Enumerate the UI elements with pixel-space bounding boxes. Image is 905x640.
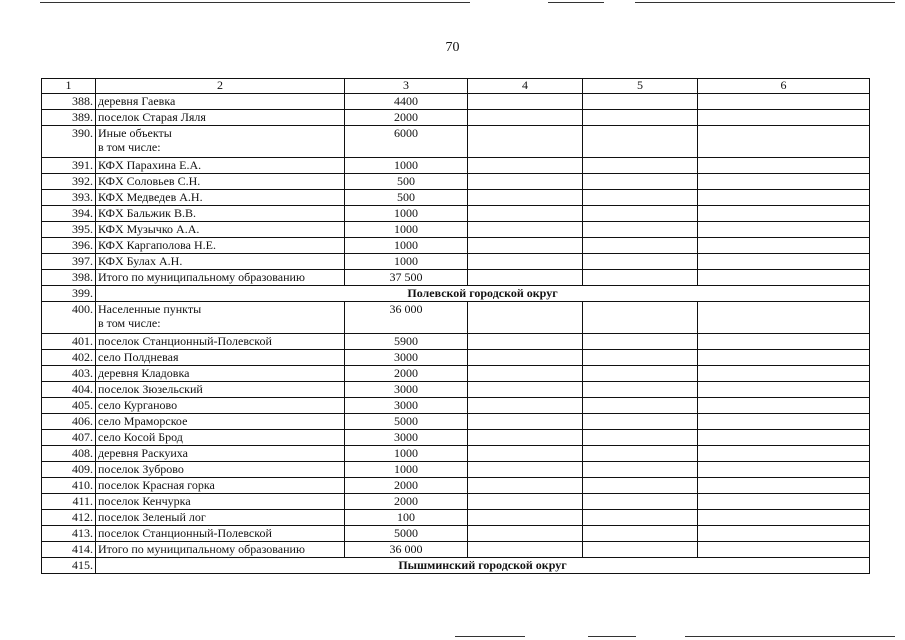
empty-cell — [468, 270, 583, 286]
row-name: поселок Красная горка — [96, 478, 345, 494]
scan-artifact-bottom-right — [685, 636, 895, 637]
row-number: 407. — [42, 430, 96, 446]
row-number: 403. — [42, 366, 96, 382]
row-number: 414. — [42, 542, 96, 558]
empty-cell — [468, 190, 583, 206]
row-number: 399. — [42, 286, 96, 302]
row-name: Итого по муниципальному образованию — [96, 270, 345, 286]
empty-cell — [698, 398, 870, 414]
scan-artifact-bottom-left — [455, 636, 525, 637]
table-row — [42, 510, 870, 526]
row-value: 5900 — [345, 334, 468, 350]
table-row — [42, 110, 870, 126]
empty-cell — [583, 254, 698, 270]
row-name-subline: в том числе: — [98, 316, 161, 330]
empty-cell — [468, 494, 583, 510]
empty-cell — [583, 510, 698, 526]
empty-cell — [468, 478, 583, 494]
empty-cell — [583, 462, 698, 478]
row-value: 36 000 — [345, 542, 468, 558]
section-title: Полевской городской округ — [96, 286, 870, 302]
table-row — [42, 462, 870, 478]
empty-cell — [698, 110, 870, 126]
row-name-line: Иные объекты — [98, 126, 172, 140]
table-row — [42, 222, 870, 238]
row-number: 388. — [42, 94, 96, 110]
empty-cell — [468, 350, 583, 366]
table-row — [42, 238, 870, 254]
table-row — [42, 414, 870, 430]
empty-cell — [468, 510, 583, 526]
row-value: 1000 — [345, 238, 468, 254]
empty-cell — [468, 126, 583, 158]
empty-cell — [583, 350, 698, 366]
row-value: 37 500 — [345, 270, 468, 286]
empty-cell — [698, 478, 870, 494]
row-number: 392. — [42, 174, 96, 190]
row-value: 3000 — [345, 382, 468, 398]
row-value: 3000 — [345, 350, 468, 366]
row-name: КФХ Булах А.Н. — [96, 254, 345, 270]
row-number: 411. — [42, 494, 96, 510]
table-row — [42, 174, 870, 190]
row-name: поселок Кенчурка — [96, 494, 345, 510]
empty-cell — [698, 254, 870, 270]
section-header-row — [42, 286, 870, 302]
empty-cell — [698, 174, 870, 190]
row-number: 410. — [42, 478, 96, 494]
row-name: КФХ Каргаполова Н.Е. — [96, 238, 345, 254]
row-number: 408. — [42, 446, 96, 462]
data-table — [41, 78, 870, 574]
row-number: 396. — [42, 238, 96, 254]
table-row — [42, 270, 870, 286]
row-number: 405. — [42, 398, 96, 414]
empty-cell — [698, 494, 870, 510]
empty-cell — [698, 446, 870, 462]
empty-cell — [583, 270, 698, 286]
empty-cell — [468, 110, 583, 126]
empty-cell — [583, 126, 698, 158]
row-name-line: Населенные пункты — [98, 302, 202, 316]
empty-cell — [698, 526, 870, 542]
row-number: 397. — [42, 254, 96, 270]
empty-cell — [698, 126, 870, 158]
row-number: 404. — [42, 382, 96, 398]
empty-cell — [698, 430, 870, 446]
empty-cell — [583, 478, 698, 494]
empty-cell — [583, 446, 698, 462]
empty-cell — [698, 350, 870, 366]
empty-cell — [583, 110, 698, 126]
row-number: 394. — [42, 206, 96, 222]
row-number: 406. — [42, 414, 96, 430]
row-name: деревня Раскуиха — [96, 446, 345, 462]
empty-cell — [583, 494, 698, 510]
empty-cell — [583, 382, 698, 398]
row-value: 100 — [345, 510, 468, 526]
empty-cell — [468, 302, 583, 334]
row-name: КФХ Бальжик В.В. — [96, 206, 345, 222]
section-header-row — [42, 558, 870, 574]
row-name: поселок Станционный-Полевской — [96, 526, 345, 542]
empty-cell — [698, 366, 870, 382]
empty-cell — [583, 366, 698, 382]
row-value: 1000 — [345, 206, 468, 222]
empty-cell — [698, 334, 870, 350]
row-name: деревня Кладовка — [96, 366, 345, 382]
table-row — [42, 382, 870, 398]
empty-cell — [698, 270, 870, 286]
empty-cell — [583, 190, 698, 206]
row-name: поселок Старая Ляля — [96, 110, 345, 126]
row-name: КФХ Парахина Е.А. — [96, 158, 345, 174]
empty-cell — [698, 190, 870, 206]
row-name: село Курганово — [96, 398, 345, 414]
row-value: 4400 — [345, 94, 468, 110]
table-row — [42, 350, 870, 366]
empty-cell — [583, 302, 698, 334]
empty-cell — [468, 174, 583, 190]
empty-cell — [468, 446, 583, 462]
row-number: 390. — [42, 126, 96, 158]
empty-cell — [583, 334, 698, 350]
row-number: 393. — [42, 190, 96, 206]
row-number: 402. — [42, 350, 96, 366]
empty-cell — [698, 302, 870, 334]
row-name: КФХ Медведев А.Н. — [96, 190, 345, 206]
row-name: село Косой Брод — [96, 430, 345, 446]
row-value: 5000 — [345, 526, 468, 542]
row-value: 2000 — [345, 494, 468, 510]
row-value: 2000 — [345, 366, 468, 382]
table-row — [42, 302, 870, 334]
table-row — [42, 430, 870, 446]
row-name: КФХ Соловьев С.Н. — [96, 174, 345, 190]
row-name: деревня Гаевка — [96, 94, 345, 110]
row-number: 391. — [42, 158, 96, 174]
empty-cell — [698, 206, 870, 222]
row-name: поселок Зеленый лог — [96, 510, 345, 526]
section-title: Пышминский городской округ — [96, 558, 870, 574]
row-name: село Мраморское — [96, 414, 345, 430]
column-header: 5 — [583, 79, 698, 94]
empty-cell — [698, 222, 870, 238]
empty-cell — [468, 366, 583, 382]
column-header: 2 — [96, 79, 345, 94]
table-row — [42, 446, 870, 462]
column-header: 6 — [698, 79, 870, 94]
row-name — [96, 302, 345, 334]
empty-cell — [583, 542, 698, 558]
empty-cell — [468, 334, 583, 350]
table-row — [42, 494, 870, 510]
empty-cell — [698, 158, 870, 174]
empty-cell — [468, 206, 583, 222]
column-header: 4 — [468, 79, 583, 94]
row-value: 3000 — [345, 430, 468, 446]
empty-cell — [468, 542, 583, 558]
empty-cell — [698, 94, 870, 110]
page-number: 70 — [445, 40, 460, 55]
row-value: 3000 — [345, 398, 468, 414]
row-value: 6000 — [345, 126, 468, 158]
scan-artifact-top-left — [40, 2, 470, 3]
row-name — [96, 126, 345, 158]
empty-cell — [468, 462, 583, 478]
table-row — [42, 206, 870, 222]
empty-cell — [583, 526, 698, 542]
empty-cell — [468, 526, 583, 542]
empty-cell — [468, 430, 583, 446]
row-value: 1000 — [345, 446, 468, 462]
row-value: 500 — [345, 190, 468, 206]
table-row — [42, 526, 870, 542]
empty-cell — [583, 206, 698, 222]
empty-cell — [468, 398, 583, 414]
row-number: 409. — [42, 462, 96, 478]
row-value: 1000 — [345, 254, 468, 270]
empty-cell — [468, 222, 583, 238]
row-number: 413. — [42, 526, 96, 542]
scan-artifact-top-right — [635, 2, 895, 3]
table-row — [42, 398, 870, 414]
row-value: 500 — [345, 174, 468, 190]
row-value: 5000 — [345, 414, 468, 430]
empty-cell — [698, 414, 870, 430]
row-name: поселок Станционный-Полевской — [96, 334, 345, 350]
empty-cell — [583, 414, 698, 430]
row-name: поселок Зюзельский — [96, 382, 345, 398]
row-number: 395. — [42, 222, 96, 238]
table-row — [42, 478, 870, 494]
table-row — [42, 94, 870, 110]
row-name: поселок Зуброво — [96, 462, 345, 478]
empty-cell — [583, 174, 698, 190]
column-header: 1 — [42, 79, 96, 94]
row-number: 398. — [42, 270, 96, 286]
row-number: 401. — [42, 334, 96, 350]
table-row — [42, 158, 870, 174]
row-number: 389. — [42, 110, 96, 126]
row-name: Итого по муниципальному образованию — [96, 542, 345, 558]
empty-cell — [698, 382, 870, 398]
table-row — [42, 542, 870, 558]
row-value: 2000 — [345, 478, 468, 494]
empty-cell — [468, 94, 583, 110]
table-header-row — [42, 79, 870, 94]
table-row — [42, 334, 870, 350]
row-name: село Полдневая — [96, 350, 345, 366]
row-number: 400. — [42, 302, 96, 334]
empty-cell — [468, 158, 583, 174]
table-row — [42, 190, 870, 206]
scan-artifact-bottom-middle — [588, 636, 636, 637]
empty-cell — [468, 414, 583, 430]
empty-cell — [698, 510, 870, 526]
empty-cell — [583, 94, 698, 110]
table-row — [42, 366, 870, 382]
row-value: 1000 — [345, 222, 468, 238]
row-number: 412. — [42, 510, 96, 526]
empty-cell — [583, 238, 698, 254]
empty-cell — [583, 430, 698, 446]
empty-cell — [583, 222, 698, 238]
empty-cell — [698, 462, 870, 478]
empty-cell — [583, 398, 698, 414]
row-value: 1000 — [345, 462, 468, 478]
empty-cell — [583, 158, 698, 174]
scan-artifact-top-middle — [548, 2, 604, 3]
empty-cell — [698, 542, 870, 558]
row-number: 415. — [42, 558, 96, 574]
column-header: 3 — [345, 79, 468, 94]
row-name-subline: в том числе: — [98, 140, 161, 154]
row-name: КФХ Музычко А.А. — [96, 222, 345, 238]
row-value: 36 000 — [345, 302, 468, 334]
empty-cell — [698, 238, 870, 254]
empty-cell — [468, 382, 583, 398]
table-row — [42, 254, 870, 270]
empty-cell — [468, 238, 583, 254]
empty-cell — [468, 254, 583, 270]
table-row — [42, 126, 870, 158]
row-value: 2000 — [345, 110, 468, 126]
row-value: 1000 — [345, 158, 468, 174]
